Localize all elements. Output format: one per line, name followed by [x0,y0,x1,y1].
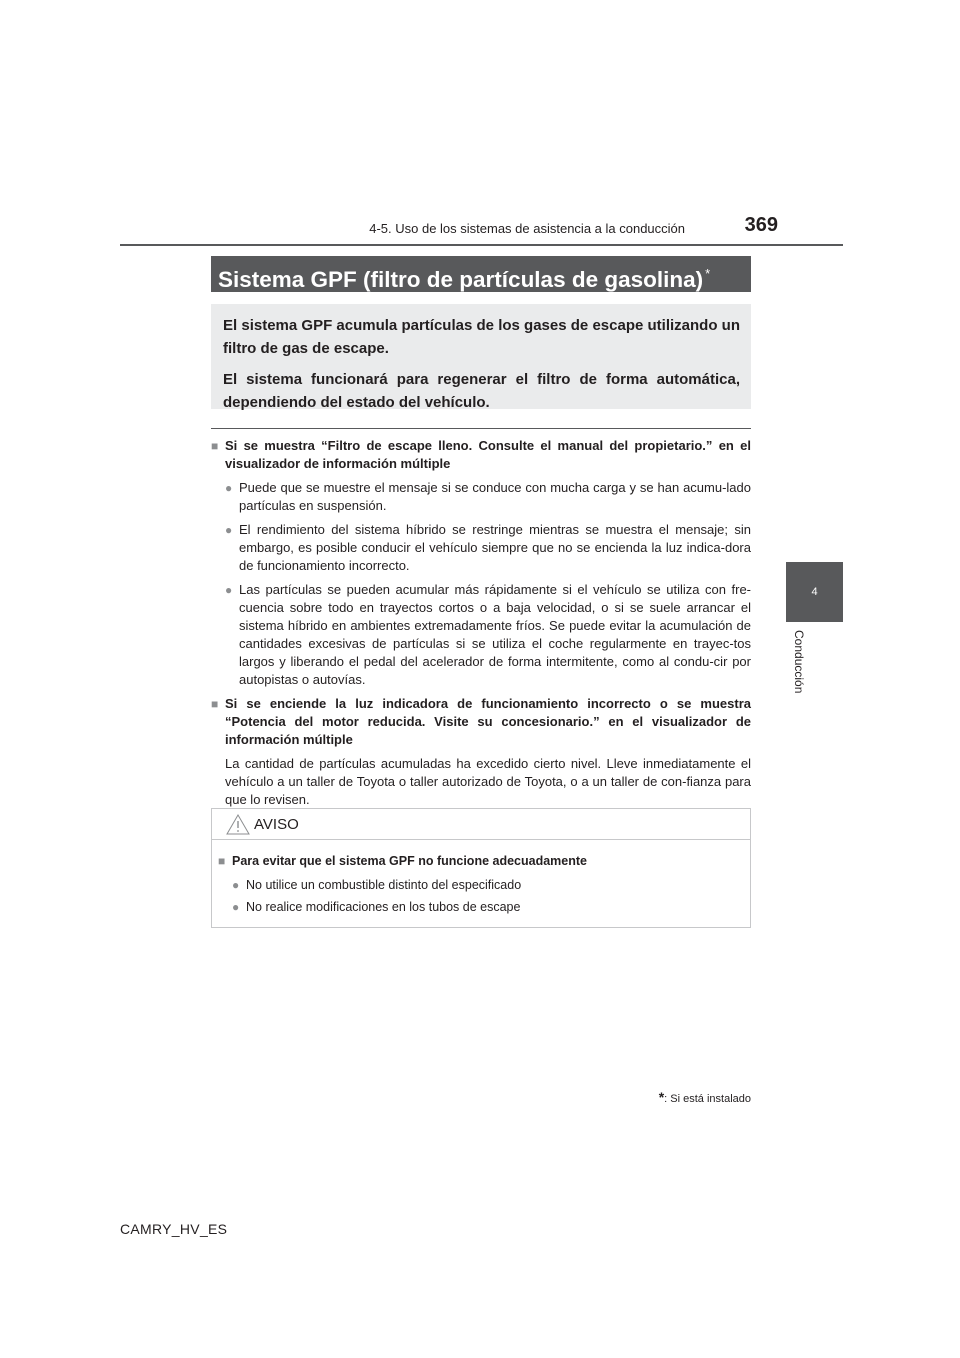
section-title-text: Sistema GPF (filtro de partículas de gasolina) [218,267,704,292]
chapter-label-text: Conducción [792,630,806,694]
chapter-tab: 4 [786,562,843,622]
square-bullet-icon: ■ [218,854,226,868]
warning-header [212,809,750,840]
circle-bullet-icon: ● [232,878,240,892]
list-item-text: El rendimiento del sistema híbrido se restringe mientras se muestra el mensaje; sin embargo, es posible conducir el vehículo siempre que no se encienda la luz indica-dora de funcionamiento incorrecto. [239,522,751,573]
section-title [211,256,751,292]
circle-bullet-icon: ● [232,900,240,914]
installed-marker: * [705,266,711,281]
circle-bullet-icon: ● [225,481,233,495]
warning-box [211,808,751,928]
square-bullet-icon: ■ [211,697,219,711]
list-item-text: Puede que se muestre el mensaje si se conduce con mucha carga y se han acumu-lado partículas en suspensión. [239,480,751,513]
section-heading-text: Si se enciende la luz indicadora de funcionamiento incorrecto o se muestra “Potencia del motor reducida. Visite su concesionario.” en el visualizador de información múltiple [225,696,751,747]
warning-heading [218,852,738,870]
section-heading [211,437,751,473]
warning-heading-text: Para evitar que el sistema GPF no funcione adecuadamente [232,854,587,868]
footer-model-code: CAMRY_HV_ES [120,1221,228,1237]
list-item [225,521,751,575]
warning-item-text: No realice modificaciones en los tubos de escape [246,900,521,914]
square-bullet-icon: ■ [211,439,219,453]
warning-item [232,898,738,916]
section-paragraph: La cantidad de partículas acumuladas ha excedido cierto nivel. Lleve inmediatamente el vehículo a un taller de Toyota o taller autorizado de Toyota, o a un taller de con-fianza para que lo revisen. [225,756,751,807]
footnote-marker: * [658,1089,665,1105]
warning-item [232,876,738,894]
intro-paragraph: El sistema funcionará para regenerar el filtro de forma automática, dependiendo del estado del vehículo. [223,371,740,411]
section-heading [211,695,751,749]
footnote-text: : Si está instalado [664,1093,751,1105]
warning-triangle-icon [226,813,250,835]
body-content [211,437,751,809]
section-heading-text: Si se muestra “Filtro de escape lleno. Consulte el manual del propietario.” en el visualizador de información múltiple [225,438,751,471]
intro-box [211,304,751,409]
chapter-label [779,630,819,720]
warning-item-text: No utilice un combustible distinto del especificado [246,878,522,892]
footnote [600,1089,751,1105]
list-item [225,479,751,515]
page-number: 369 [744,214,778,236]
list-item [225,581,751,689]
circle-bullet-icon: ● [225,583,233,597]
intro-paragraph: El sistema GPF acumula partículas de los gases de escape utilizando un filtro de gas de escape. [223,317,740,357]
warning-label: AVISO [254,815,299,833]
intro-rule [211,428,751,429]
circle-bullet-icon: ● [225,523,233,537]
list-item-text: Las partículas se pueden acumular más rápidamente si el vehículo se utiliza con fre-cuencia sobre todo en trayectos cortos o a baja velocidad, o si se suele arrancar el sistema híbrido en ambientes extremadamente fríos. Se puede evitar la acumulación de cantidades excesivas de partículas si se utiliza el coche regularmente en trayec-tos largos y liberando el pedal del acelerador de forma intermitente, como al condu-cir por autopistas o autovías. [239,582,751,687]
warning-body [212,840,750,916]
header-rule [120,244,843,246]
header-section-title: 4-5. Uso de los sistemas de asistencia a la conducción [369,221,685,236]
